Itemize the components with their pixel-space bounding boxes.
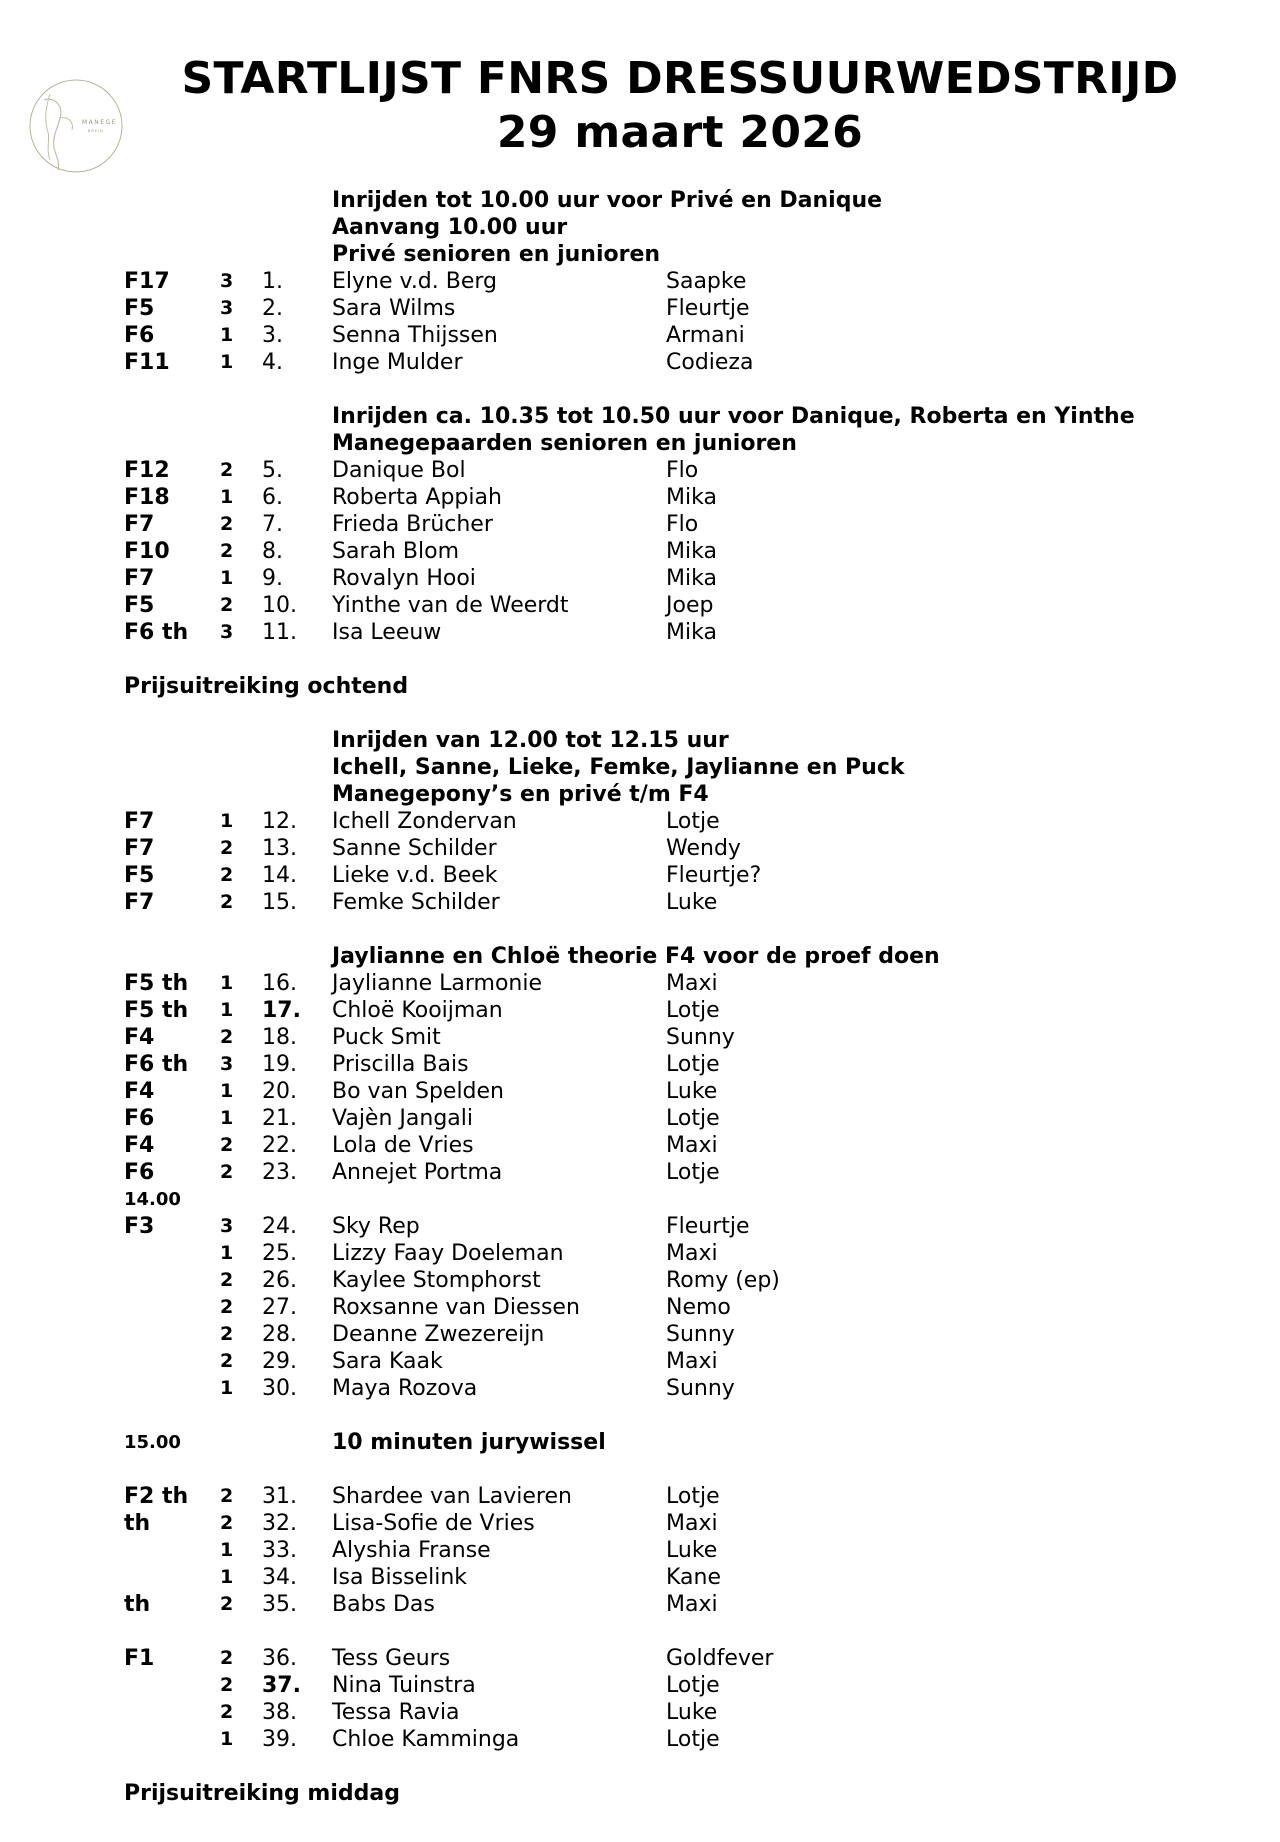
start-number-cell: 12.: [262, 809, 297, 834]
rider-cell: Nina Tuinstra: [332, 1673, 476, 1698]
horse-cell: Lotje: [666, 1727, 720, 1752]
start-number-cell: 29.: [262, 1349, 297, 1374]
start-number-cell: 10.: [262, 593, 297, 618]
table-row: [0, 1699, 1280, 1726]
group-cell: 2: [220, 1647, 234, 1669]
start-number-cell: 25.: [262, 1241, 297, 1266]
start-number-cell: 20.: [262, 1079, 297, 1104]
rider-cell: Sanne Schilder: [332, 836, 497, 861]
group-cell: 1: [220, 810, 234, 832]
section-label: [0, 673, 1280, 700]
start-number-cell: 26.: [262, 1268, 297, 1293]
horse-cell: Luke: [666, 890, 718, 915]
section-heading: [0, 241, 1280, 268]
group-cell: 1: [220, 1728, 234, 1750]
rider-cell: Ichell Zondervan: [332, 809, 517, 834]
heading-text: Inrijden van 12.00 tot 12.15 uur: [332, 728, 729, 753]
rider-cell: Femke Schilder: [332, 890, 500, 915]
break-row: [0, 1429, 1280, 1456]
start-number-cell: 19.: [262, 1052, 297, 1077]
group-cell: 2: [220, 1323, 234, 1345]
class-cell: F3: [124, 1214, 155, 1239]
start-number-cell: 38.: [262, 1700, 297, 1725]
start-number-cell: 11.: [262, 620, 297, 645]
group-cell: 3: [220, 297, 234, 319]
class-cell: F11: [124, 350, 170, 375]
blank-row: [0, 376, 1280, 403]
table-row: [0, 592, 1280, 619]
table-row: [0, 1132, 1280, 1159]
class-cell: F2 th: [124, 1484, 189, 1509]
rider-cell: Bo van Spelden: [332, 1079, 505, 1104]
group-cell: 2: [220, 1701, 234, 1723]
horse-cell: Lotje: [666, 1484, 720, 1509]
group-cell: 2: [220, 459, 234, 481]
blank-row: [0, 1618, 1280, 1645]
section-heading: [0, 943, 1280, 970]
class-cell: F4: [124, 1025, 155, 1050]
rider-cell: Senna Thijssen: [332, 323, 498, 348]
start-number-cell: 8.: [262, 539, 283, 564]
start-number-cell: 31.: [262, 1484, 297, 1509]
horse-cell: Joep: [666, 593, 714, 618]
group-cell: 2: [220, 1512, 234, 1534]
table-row: [0, 1267, 1280, 1294]
rider-cell: Vajèn Jangali: [332, 1106, 473, 1131]
rider-cell: Priscilla Bais: [332, 1052, 469, 1077]
group-cell: 2: [220, 1350, 234, 1372]
rider-cell: Yinthe van de Weerdt: [332, 593, 569, 618]
table-row: [0, 1726, 1280, 1753]
heading-text: Aanvang 10.00 uur: [332, 215, 568, 240]
class-cell: F12: [124, 458, 170, 483]
blank-row: [0, 1402, 1280, 1429]
rider-cell: Tessa Ravia: [332, 1700, 460, 1725]
horse-cell: Mika: [666, 620, 717, 645]
rider-cell: Isa Bisselink: [332, 1565, 467, 1590]
group-cell: 2: [220, 594, 234, 616]
rider-cell: Tess Geurs: [332, 1646, 451, 1671]
section-label: [0, 1780, 1280, 1807]
start-number-cell: 30.: [262, 1376, 297, 1401]
group-cell: 2: [220, 837, 234, 859]
group-cell: 1: [220, 972, 234, 994]
group-cell: 2: [220, 1296, 234, 1318]
table-row: [0, 295, 1280, 322]
class-cell: F7: [124, 566, 155, 591]
table-row: [0, 1321, 1280, 1348]
start-number-cell: 39.: [262, 1727, 297, 1752]
section-heading: [0, 754, 1280, 781]
group-cell: 2: [220, 540, 234, 562]
section-heading: [0, 781, 1280, 808]
horse-cell: Armani: [666, 323, 745, 348]
group-cell: 1: [220, 1566, 234, 1588]
horse-cell: Mika: [666, 539, 717, 564]
rider-cell: Sara Wilms: [332, 296, 456, 321]
rider-cell: Chloë Kooijman: [332, 998, 503, 1023]
horse-cell: Luke: [666, 1700, 718, 1725]
rider-cell: Sara Kaak: [332, 1349, 443, 1374]
rider-cell: Frieda Brücher: [332, 512, 493, 537]
horse-cell: Lotje: [666, 809, 720, 834]
rider-cell: Kaylee Stomphorst: [332, 1268, 541, 1293]
group-cell: 1: [220, 999, 234, 1021]
horse-cell: Lotje: [666, 1052, 720, 1077]
heading-text: Privé senioren en junioren: [332, 242, 661, 267]
class-cell: F6: [124, 1160, 155, 1185]
table-row: [0, 322, 1280, 349]
group-cell: 2: [220, 1269, 234, 1291]
start-number-cell: 6.: [262, 485, 283, 510]
rider-cell: Sky Rep: [332, 1214, 420, 1239]
table-row: [0, 484, 1280, 511]
group-cell: 1: [220, 351, 234, 373]
table-row: [0, 1564, 1280, 1591]
start-number-cell: 24.: [262, 1214, 297, 1239]
table-row: [0, 1213, 1280, 1240]
horse-cell: Fleurtje: [666, 1214, 750, 1239]
horse-cell: Goldfever: [666, 1646, 774, 1671]
group-cell: 1: [220, 567, 234, 589]
table-row: [0, 1672, 1280, 1699]
section-heading: [0, 187, 1280, 214]
rider-cell: Lisa-Sofie de Vries: [332, 1511, 535, 1536]
section-text: Prijsuitreiking ochtend: [124, 674, 409, 699]
blank-row: [0, 916, 1280, 943]
table-row: [0, 1537, 1280, 1564]
rider-cell: Shardee van Lavieren: [332, 1484, 572, 1509]
break-text: 10 minuten jurywissel: [332, 1430, 606, 1455]
rider-cell: Elyne v.d. Berg: [332, 269, 498, 294]
table-row: [0, 619, 1280, 646]
start-number-cell: 34.: [262, 1565, 297, 1590]
class-cell: F1: [124, 1646, 155, 1671]
table-row: [0, 349, 1280, 376]
horse-cell: Flo: [666, 512, 699, 537]
group-cell: 1: [220, 324, 234, 346]
heading-text: Inrijden tot 10.00 uur voor Privé en Danique: [332, 188, 883, 213]
horse-cell: Maxi: [666, 1133, 718, 1158]
rider-cell: Puck Smit: [332, 1025, 441, 1050]
class-cell: F17: [124, 269, 170, 294]
start-number-cell: 5.: [262, 458, 283, 483]
class-cell: F6: [124, 323, 155, 348]
rider-cell: Sarah Blom: [332, 539, 460, 564]
group-cell: 3: [220, 1053, 234, 1075]
table-row: [0, 862, 1280, 889]
class-cell: F7: [124, 512, 155, 537]
class-cell: F5: [124, 593, 155, 618]
horse-cell: Sunny: [666, 1322, 735, 1347]
group-cell: 2: [220, 864, 234, 886]
blank-row: [0, 646, 1280, 673]
start-number-cell: 16.: [262, 971, 297, 996]
heading-text: Inrijden ca. 10.35 tot 10.50 uur voor Danique, Roberta en Yinthe: [332, 404, 1135, 429]
group-cell: 1: [220, 1242, 234, 1264]
table-row: [0, 457, 1280, 484]
rider-cell: Lizzy Faay Doeleman: [332, 1241, 564, 1266]
rider-cell: Maya Rozova: [332, 1376, 478, 1401]
rider-cell: Lieke v.d. Beek: [332, 863, 498, 888]
horse-cell: Nemo: [666, 1295, 731, 1320]
heading-text: Ichell, Sanne, Lieke, Femke, Jaylianne en Puck: [332, 755, 905, 780]
rider-cell: Isa Leeuw: [332, 620, 442, 645]
start-number-cell: 4.: [262, 350, 283, 375]
table-row: [0, 1483, 1280, 1510]
group-cell: 2: [220, 1485, 234, 1507]
horse-cell: Lotje: [666, 1160, 720, 1185]
horse-cell: Maxi: [666, 971, 718, 996]
rider-cell: Danique Bol: [332, 458, 466, 483]
group-cell: 2: [220, 1161, 234, 1183]
start-number-cell: 27.: [262, 1295, 297, 1320]
class-cell: F10: [124, 539, 170, 564]
rider-cell: Roxsanne van Diessen: [332, 1295, 580, 1320]
table-row: [0, 970, 1280, 997]
class-cell: F5 th: [124, 971, 189, 996]
class-cell: F7: [124, 890, 155, 915]
section-heading: [0, 727, 1280, 754]
group-cell: 1: [220, 1539, 234, 1561]
rider-cell: Babs Das: [332, 1592, 435, 1617]
time-text: 14.00: [124, 1189, 181, 1210]
horse-cell: Lotje: [666, 1106, 720, 1131]
start-number-cell: 33.: [262, 1538, 297, 1563]
table-row: [0, 1159, 1280, 1186]
horse-cell: Luke: [666, 1079, 718, 1104]
section-heading: [0, 430, 1280, 457]
class-cell: F5: [124, 863, 155, 888]
start-number-cell: 15.: [262, 890, 297, 915]
group-cell: 3: [220, 621, 234, 643]
rider-cell: Lola de Vries: [332, 1133, 474, 1158]
logo-text: MANEGE: [82, 119, 118, 126]
start-number-cell: 28.: [262, 1322, 297, 1347]
table-row: [0, 808, 1280, 835]
table-row: [0, 538, 1280, 565]
class-cell: F7: [124, 809, 155, 834]
horse-cell: Maxi: [666, 1592, 718, 1617]
rider-cell: Deanne Zwezereijn: [332, 1322, 545, 1347]
horse-cell: Maxi: [666, 1241, 718, 1266]
start-number-cell: 18.: [262, 1025, 297, 1050]
group-cell: 1: [220, 1377, 234, 1399]
class-cell: th: [124, 1592, 151, 1617]
group-cell: 3: [220, 1215, 234, 1237]
group-cell: 2: [220, 1593, 234, 1615]
class-cell: F4: [124, 1079, 155, 1104]
horse-cell: Luke: [666, 1538, 718, 1563]
logo-subtext: BREIN: [88, 129, 104, 133]
class-cell: F5 th: [124, 998, 189, 1023]
start-number-cell: 9.: [262, 566, 283, 591]
start-number-cell: 36.: [262, 1646, 297, 1671]
table-row: [0, 565, 1280, 592]
start-number-cell: 17.: [262, 998, 301, 1023]
rider-cell: Alyshia Franse: [332, 1538, 491, 1563]
group-cell: 1: [220, 1107, 234, 1129]
class-cell: F18: [124, 485, 170, 510]
class-cell: F6 th: [124, 1052, 189, 1077]
horse-cell: Lotje: [666, 1673, 720, 1698]
group-cell: 3: [220, 270, 234, 292]
horse-cell: Sunny: [666, 1025, 735, 1050]
start-number-cell: 37.: [262, 1673, 301, 1698]
start-number-cell: 35.: [262, 1592, 297, 1617]
table-row: [0, 268, 1280, 295]
horse-cell: Codieza: [666, 350, 754, 375]
horse-cell: Kane: [666, 1565, 721, 1590]
table-row: [0, 1510, 1280, 1537]
class-cell: F5: [124, 296, 155, 321]
heading-text: Manegepony’s en privé t/m F4: [332, 782, 709, 807]
rider-cell: Jaylianne Larmonie: [332, 971, 542, 996]
table-row: [0, 1024, 1280, 1051]
blank-row: [0, 1753, 1280, 1780]
start-number-cell: 32.: [262, 1511, 297, 1536]
heading-text: Manegepaarden senioren en junioren: [332, 431, 797, 456]
start-number-cell: 2.: [262, 296, 283, 321]
table-row: [0, 889, 1280, 916]
table-row: [0, 997, 1280, 1024]
horse-cell: Sunny: [666, 1376, 735, 1401]
start-number-cell: 22.: [262, 1133, 297, 1158]
horse-cell: Fleurtje?: [666, 863, 762, 888]
table-row: [0, 1105, 1280, 1132]
table-row: [0, 511, 1280, 538]
class-cell: F6: [124, 1106, 155, 1131]
horse-cell: Romy (ep): [666, 1268, 780, 1293]
start-number-cell: 3.: [262, 323, 283, 348]
rider-cell: Annejet Portma: [332, 1160, 503, 1185]
horse-cell: Lotje: [666, 998, 720, 1023]
group-cell: 2: [220, 1674, 234, 1696]
blank-row: [0, 700, 1280, 727]
section-text: Prijsuitreiking middag: [124, 1781, 400, 1806]
blank-row: [0, 1456, 1280, 1483]
horse-cell: Maxi: [666, 1349, 718, 1374]
table-row: [0, 1078, 1280, 1105]
class-cell: F7: [124, 836, 155, 861]
rider-cell: Rovalyn Hooi: [332, 566, 476, 591]
table-row: [0, 1645, 1280, 1672]
start-number-cell: 21.: [262, 1106, 297, 1131]
start-number-cell: 7.: [262, 512, 283, 537]
group-cell: 2: [220, 1134, 234, 1156]
horse-cell: Flo: [666, 458, 699, 483]
group-cell: 2: [220, 891, 234, 913]
class-cell: th: [124, 1511, 151, 1536]
rider-cell: Inge Mulder: [332, 350, 463, 375]
horse-cell: Wendy: [666, 836, 741, 861]
horse-cell: Maxi: [666, 1511, 718, 1536]
start-number-cell: 23.: [262, 1160, 297, 1185]
class-cell: F6 th: [124, 620, 189, 645]
horse-cell: Mika: [666, 566, 717, 591]
table-row: [0, 1348, 1280, 1375]
group-cell: 2: [220, 1026, 234, 1048]
start-number-cell: 14.: [262, 863, 297, 888]
heading-text: Jaylianne en Chloë theorie F4 voor de proef doen: [332, 944, 940, 969]
table-row: [0, 1240, 1280, 1267]
time-marker: [0, 1186, 1280, 1213]
horse-cell: Saapke: [666, 269, 747, 294]
table-row: [0, 835, 1280, 862]
section-heading: [0, 403, 1280, 430]
section-heading: [0, 214, 1280, 241]
group-cell: 2: [220, 513, 234, 535]
table-row: [0, 1591, 1280, 1618]
break-time: 15.00: [124, 1432, 181, 1453]
horse-cell: Fleurtje: [666, 296, 750, 321]
rider-cell: Roberta Appiah: [332, 485, 502, 510]
rider-cell: Chloe Kamminga: [332, 1727, 520, 1752]
class-cell: F4: [124, 1133, 155, 1158]
page-title: STARTLIJST FNRS DRESSUURWEDSTRIJD: [181, 53, 1179, 104]
group-cell: 1: [220, 486, 234, 508]
horse-cell: Mika: [666, 485, 717, 510]
page-date: 29 maart 2026: [496, 107, 864, 158]
start-number-cell: 1.: [262, 269, 283, 294]
group-cell: 1: [220, 1080, 234, 1102]
table-row: [0, 1051, 1280, 1078]
table-row: [0, 1375, 1280, 1402]
start-number-cell: 13.: [262, 836, 297, 861]
table-row: [0, 1294, 1280, 1321]
